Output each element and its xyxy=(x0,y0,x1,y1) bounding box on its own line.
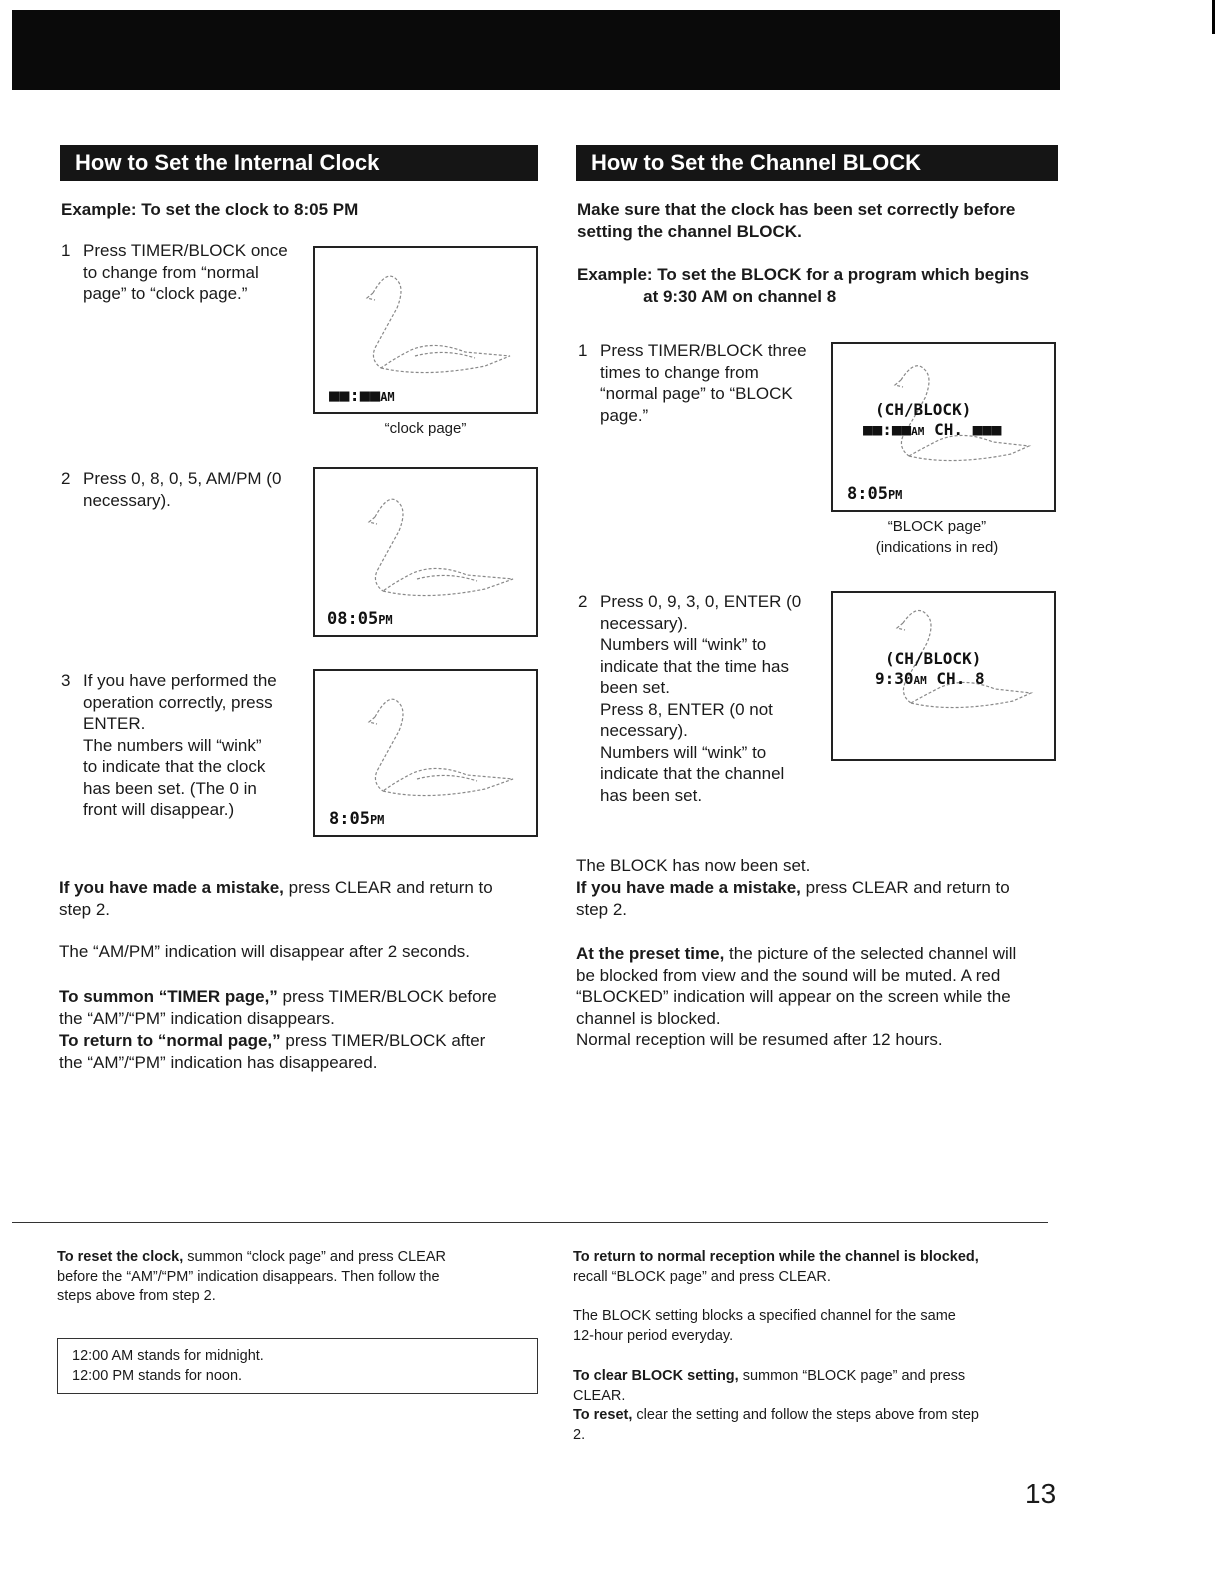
block-set-screen xyxy=(831,591,1056,761)
midnight-noon-text: 12:00 AM stands for midnight. 12:00 PM stands for noon. xyxy=(72,1348,264,1384)
reset-block-note: To reset, clear the setting and follow the steps above from step 2. xyxy=(573,1407,979,1443)
page-number: 13 xyxy=(1025,1478,1057,1509)
block-page-screen xyxy=(831,342,1056,512)
clock-page-caption: “clock page” xyxy=(384,420,467,437)
clock-entry-suffix: PM xyxy=(378,613,393,627)
block-period-note: The BLOCK setting blocks a specified channel for the same 12-hour period everyday. xyxy=(573,1308,956,1344)
clock-step-1-number: 1 xyxy=(61,241,71,260)
summon-timer-note: To summon “TIMER page,” press TIMER/BLOCK before the “AM”/“PM” indication disappears. xyxy=(59,987,497,1028)
edge-mark xyxy=(1212,0,1215,34)
block-page-label: (CH/BLOCK) xyxy=(875,400,972,419)
clock-entry-screen xyxy=(313,467,538,637)
block-set-channel: CH. 8 xyxy=(936,669,985,688)
top-banner xyxy=(12,10,1060,90)
reset-clock-note: To reset the clock, summon “clock page” and press CLEAR before the “AM”/“PM” indication disappears. Then follow the steps above from step 2. xyxy=(57,1249,446,1304)
block-example: Example: To set the BLOCK for a program which begins at 9:30 AM on channel 8 xyxy=(577,265,1030,306)
clock-set-screen xyxy=(313,669,538,837)
block-step-2-text: Press 0, 9, 3, 0, ENTER (0 necessary). Numbers will “wink” to indicate that the time has been set. Press 8, ENTER (0 not necessary). Numbers will “wink” to indicate that the channel has been set. xyxy=(600,592,802,805)
block-set-note: The BLOCK has now been set. xyxy=(576,856,811,875)
block-page-suffix: AM xyxy=(911,425,925,438)
ampm-note: The “AM/PM” indication will disappear after 2 seconds. xyxy=(59,942,471,961)
block-step-2-number: 2 xyxy=(578,592,588,611)
clock-entry-time: 08:05 xyxy=(327,609,379,629)
clock-step-2-number: 2 xyxy=(61,469,71,488)
block-intro: Make sure that the clock has been set correctly before setting the channel BLOCK. xyxy=(577,200,1016,241)
clock-section-heading: How to Set the Internal Clock xyxy=(60,145,538,181)
block-page-clock-suffix: PM xyxy=(887,488,903,502)
clear-block-note: To clear BLOCK setting, summon “BLOCK page” and press CLEAR. xyxy=(573,1368,966,1404)
block-section-heading: How to Set the Channel BLOCK xyxy=(576,145,1058,181)
clock-page-screen xyxy=(313,246,538,414)
block-set-time: 9:30 xyxy=(875,669,914,688)
block-mistake-note: If you have made a mistake, press CLEAR and return to step 2. xyxy=(576,878,1010,919)
block-step-1-text: Press TIMER/BLOCK three times to change from “normal page” to “BLOCK page.” xyxy=(600,341,807,425)
clock-example: Example: To set the clock to 8:05 PM xyxy=(61,200,359,219)
footer-divider xyxy=(12,1222,1048,1223)
block-page-clock: 8:05 xyxy=(847,484,888,504)
clock-step-1-text: Press TIMER/BLOCK once to change from “normal page” to “clock page.” xyxy=(83,241,288,303)
midnight-noon-box xyxy=(57,1338,538,1394)
clock-step-3-text: If you have performed the operation correctly, press ENTER. The numbers will “wink” to indicate that the clock has been set. (The 0 in front will disappear.) xyxy=(83,671,277,819)
return-normal-note: To return to “normal page,” press TIMER/BLOCK after the “AM”/“PM” indication has disappeared. xyxy=(59,1031,486,1072)
clock-step-3-number: 3 xyxy=(61,671,71,690)
block-step-1-number: 1 xyxy=(578,341,588,360)
normal-reception-note: To return to normal reception while the channel is blocked, recall “BLOCK page” and press CLEAR. xyxy=(573,1249,979,1285)
block-set-suffix: AM xyxy=(913,674,927,687)
clock-page-time: ■■:■■ xyxy=(329,386,381,406)
clock-step-2-text: Press 0, 8, 0, 5, AM/PM (0 necessary). xyxy=(83,469,282,510)
preset-time-note: At the preset time, the picture of the selected channel will be blocked from view and the sound will be muted. A red “BLOCKED” indication will appear on the screen while the channel is blocked. Normal reception will be resumed after 12 hours. xyxy=(576,944,1017,1049)
clock-set-suffix: PM xyxy=(369,813,385,827)
block-set-label: (CH/BLOCK) xyxy=(885,649,982,668)
block-page-channel: CH. ■■■ xyxy=(934,420,1002,439)
block-page-caption: “BLOCK page” (indications in red) xyxy=(875,518,999,556)
clock-mistake-note: If you have made a mistake, press CLEAR and return to step 2. xyxy=(59,878,493,919)
block-page-time: ■■:■■ xyxy=(863,420,912,439)
clock-set-time: 8:05 xyxy=(329,809,370,829)
clock-page-suffix: AM xyxy=(380,390,395,404)
